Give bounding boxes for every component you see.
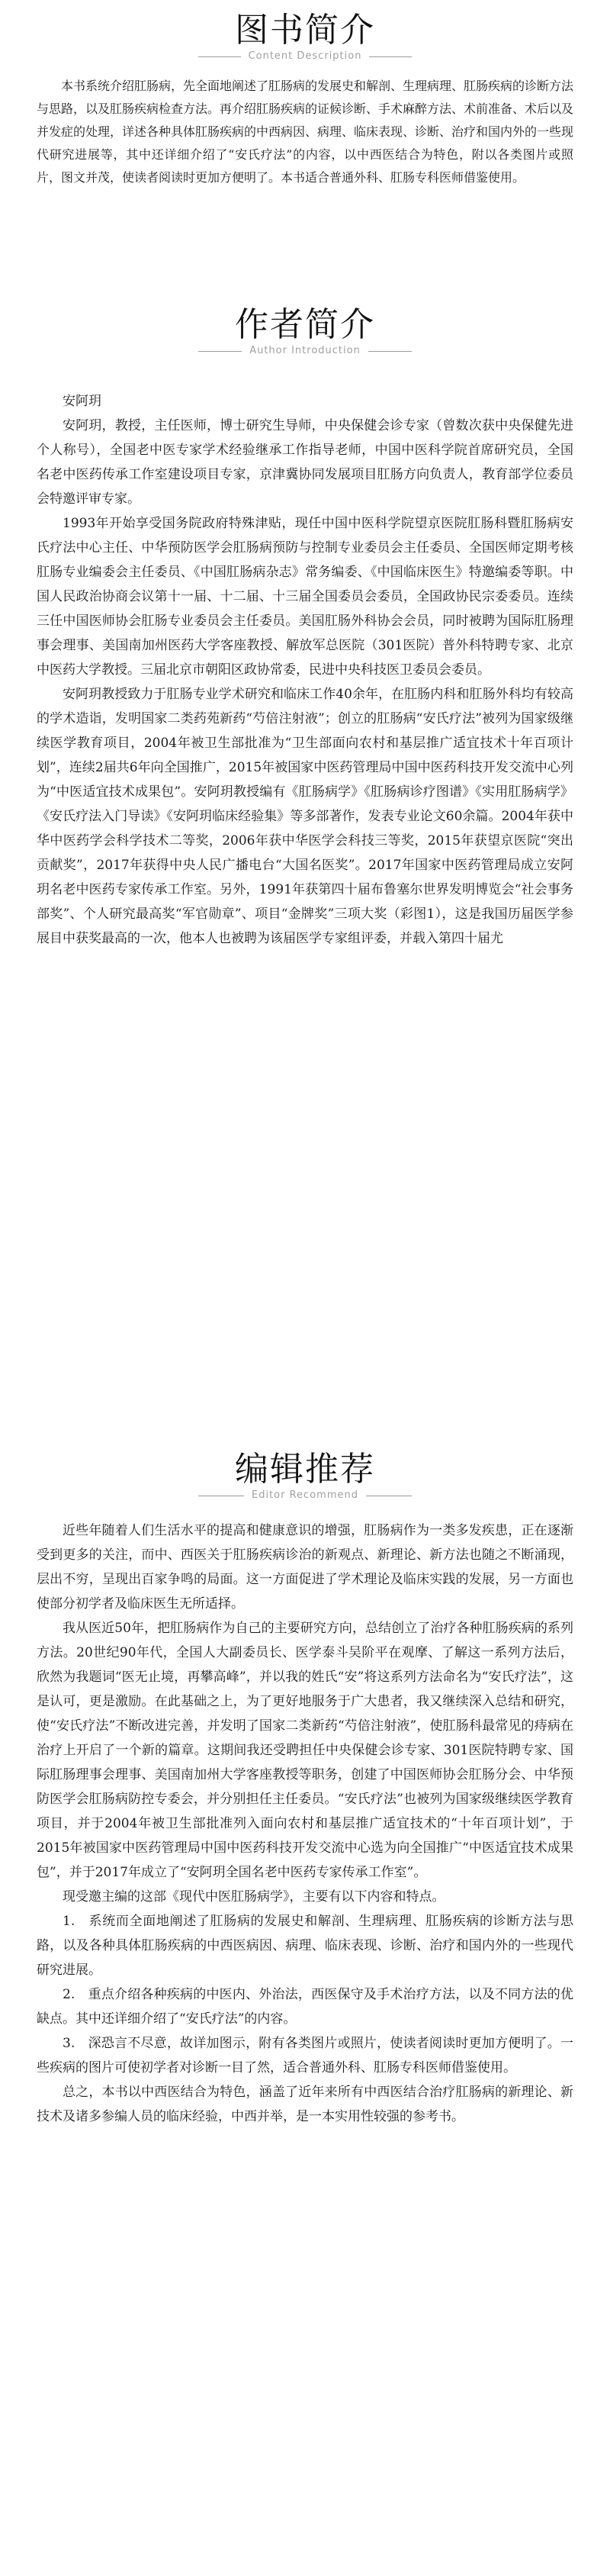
author-intro-title: 作者简介 [235,305,375,344]
editor-recommend-title: 编辑推荐 [235,1450,375,1489]
book-intro-section [0,8,610,189]
editor-list-item: 3. 深恐言不尽意，故详加图示，附有各类图片或照片，使读者阅读时更加方便明了。一些疾病的图片可使初学者对诊断一目了然，适合普通外科、肛肠专科医师借鉴使用。 [37,2036,573,2075]
author-paragraph: 安阿玥教授致力于肛肠专业学术研究和临床工作40余年，在肛肠内科和肛肠外科均有较高的学术造诣，发明国家二类药苑新药“芍倍注射液”；创立的肛肠病“安氏疗法”被列为国家级继续医学教育项目，2004年被卫生部批准为“卫生部面向农村和基层推广适宜技术十年百项计划”，连续2届共6年向全国推广，2015年被国家中医药管理局中国中医药科技开发交流中心列为“中医适宜技术成果包”。安阿玥教授编有《肛肠病学》《肛肠病诊疗图谱》《实用肛肠病学》《安氏疗法入门导读》《安阿玥临床经验集》等多部著作，发表专业论文60余篇。2004年获中华中医药学会科学技术二等奖，2006年获中华医学会科技三等奖，2015年获望京医院“突出贡献奖”，2017年获得中央人民广播电台“大国名医奖”。2017年国家中医药管理局成立安阿玥名老中医药专家传承工作室。另外，1991年获第四十届布鲁塞尔世界发明博览会“社会事务部奖”、个人研究最高奖“军官勋章”、项目“金牌奖”三项大奖（彩图1），这是我国历届医学参展目中获奖最高的一次，他本人也被聘为该届医学专家组评委，并载入第四十届尤 [37,687,573,946]
author-intro-section [0,302,610,951]
author-paragraph: 1993年开始享受国务院政府特殊津贴，现任中国中医科学院望京医院肛肠科暨肛肠病安氏疗法中心主任、中华预防医学会肛肠病预防与控制专业委员会主任委员、全国医师定期考核肛肠专业编委会主任委员、《中国肛肠病杂志》常务编委、《中国临床医生》特邀编委等职。中国人民政治协商会议第十一届、十二届、十三届全国委员会委员，全国政协民宗委委员。连续三任中国医师协会肛肠专业委员会主任委员。美国肛肠外科协会会员，同时被聘为国际肛肠理事会理事、美国南加州医药大学客座教授、解放军总医院（301医院）普外科特聘专家、北京中医药大学教授。三届北京市朝阳区政协常委，民进中央科技医卫委员会委员。 [37,516,573,678]
book-intro-subtitle: Content Description [0,50,610,62]
editor-paragraph: 近些年随着人们生活水平的提高和健康意识的增强，肛肠病作为一类多发疾患，正在逐渐受到更多的关注，而中、西医关于肛肠疾病诊治的新观点、新理论、新方法也随之不断涌现，层出不穷，呈现出百家争鸣的局面。这一方面促进了学术理论及临床实践的发展，另一方面也使部分初学者及临床医生无所适择。 [37,1523,573,1612]
author-intro-subtitle: Author Introduction [0,345,610,356]
book-intro-paragraph: 本书系统介绍肛肠病，先全面地阐述了肛肠病的发展史和解剖、生理病理、肛肠疾病的诊断方法与思路，以及肛肠疾病检查方法。再介绍肛肠疾病的证候诊断、手术麻醉方法、术前准备、术后以及并发症的处理，详述各种具体肛肠疾病的中西病因、病理、临床表现、诊断、治疗和国内外的一些现代研究进展等，其中还详细介绍了“安氏疗法”的内容，以中西医结合为特色，附以各类图片或照片，图文并茂，使读者阅读时更加方便明了。本书适合普通外科、肛肠专科医师借鉴使用。 [37,79,574,185]
author-paragraph: 安阿玥，教授，主任医师，博士研究生导师，中央保健会诊专家（曾数次获中央保健先进个人称号），全国老中医专家学术经验继承工作指导老师，中国中医科学院首席研究员，全国名老中医药传承工作室建设项目专家，京津冀协同发展项目肛肠方向负责人，教育部学位委员会特邀评审专家。 [37,418,573,507]
editor-paragraph: 现受邀主编的这部《现代中医肛肠病学》，主要有以下内容和特点。 [63,1889,445,1905]
editor-recommend-section [0,1447,610,2129]
author-intro-body [0,389,610,951]
book-intro-header [0,8,610,64]
editor-recommend-body [0,1518,610,2129]
book-intro-title: 图书简介 [235,11,375,50]
author-name: 安阿玥 [63,394,101,409]
editor-paragraph: 我从医近50年，把肛肠病作为自己的主要研究方向，总结创立了治疗各种肛肠疾病的系列方法。20世纪90年代，全国人大副委员长、医学泰斗吴阶平在观摩、了解这一系列方法后，欣然为我题词“医无止境，再攀高峰”，并以我的姓氏“安”将这系列方法命名为“安氏疗法”，这是认可，更是激励。在此基础之上，为了更好地服务于广大患者，我又继续深入总结和研究，使“安氏疗法”不断改进完善，并发明了国家二类新药“芍倍注射液”，使肛肠科最常见的痔病在治疗上开启了一个新的篇章。这期间我还受聘担任中央保健会诊专家、301医院特聘专家、国际肛肠理事会理事、美国南加州大学客座教授等职务，创建了中国医师协会肛肠分会、中华预防医学会肛肠病防控专委会，并分别担任主任委员。“安氏疗法”也被列为国家级继续医学教育项目，并于2004年被卫生部批准列入面向农村和基层推广适宜技术的“十年百项计划”，于2015年被国家中医药管理局中国中医药科技开发交流中心选为向全国推广“中医适宜技术成果包”，并于2017年成立了“安阿玥全国名老中医药专家传承工作室”。 [37,1621,573,1880]
editor-recommend-subtitle: Editor Recommend [0,1489,610,1501]
book-intro-body [0,75,610,189]
editor-recommend-header [0,1447,610,1503]
editor-list-item: 2. 重点介绍各种疾病的中医内、外治法，西医保守及手术治疗方法，以及不同方法的优缺点。其中还详细介绍了“安氏疗法”的内容。 [37,1987,573,2027]
author-intro-header [0,302,610,359]
editor-paragraph: 总之，本书以中西医结合为特色，涵盖了近年来所有中西医结合治疗肛肠病的新理论、新技术及诸多参编人员的临床经验，中西并举，是一本实用性较强的参考书。 [37,2085,573,2124]
editor-list-item: 1. 系统而全面地阐述了肛肠病的发展史和解剖、生理病理、肛肠疾病的诊断方法与思路，以及各种具体肛肠疾病的中西医病因、病理、临床表现、诊断、治疗和国内外的一些现代研究进展。 [37,1914,573,1978]
